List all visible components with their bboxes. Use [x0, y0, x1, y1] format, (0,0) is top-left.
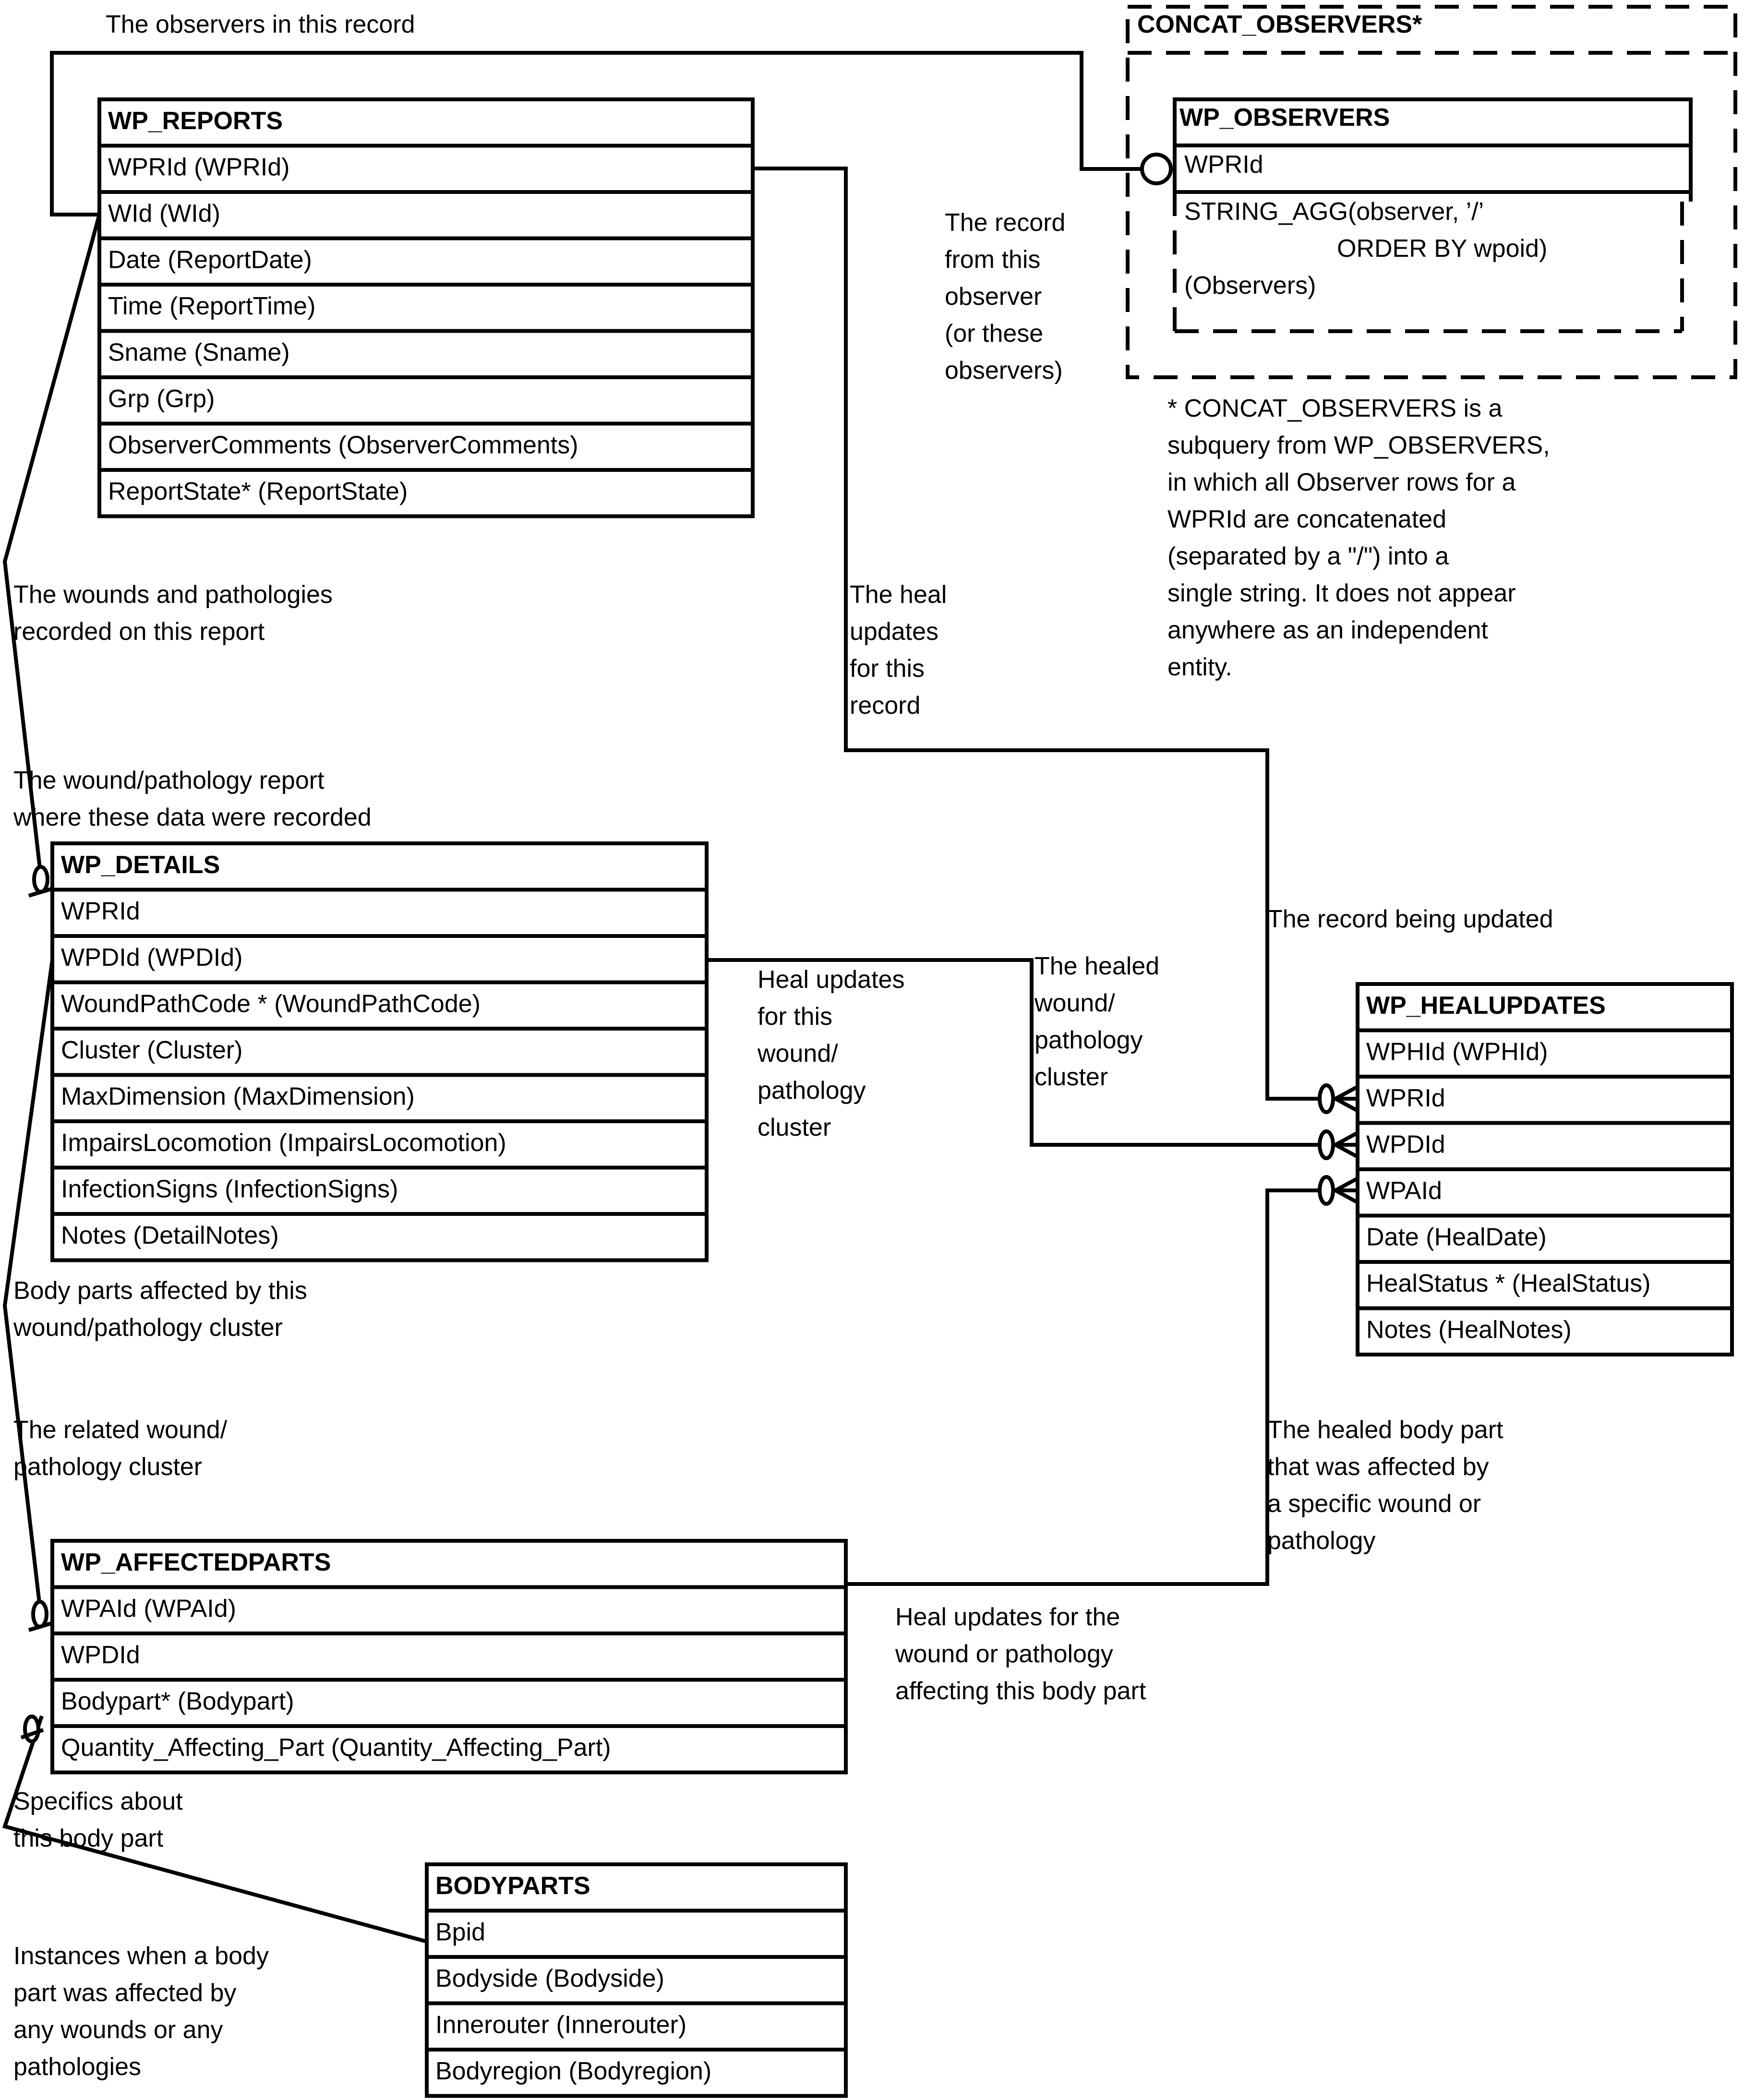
- label-heal-updates-body-part: Heal updates for the wound or pathology affecting this body part: [895, 1603, 1146, 1705]
- label-healed-cluster: The healed wound/ pathology cluster: [1034, 952, 1160, 1091]
- wp-observers-expr-line-2: ORDER BY wpoid): [1337, 235, 1548, 263]
- label-related-cluster: The related wound/ pathology cluster: [13, 1416, 228, 1481]
- wp-observers-attr-wprid: WPRId: [1184, 151, 1263, 179]
- label-heal-updates-cluster: Heal updates for this wound/ pathology cluster: [758, 966, 905, 1141]
- wp-reports-attribute: Sname (Sname): [108, 338, 290, 367]
- wp-reports-attribute: Time (ReportTime): [108, 292, 316, 320]
- entity-bodyparts: [427, 1864, 846, 2096]
- wp-details-attribute: InfectionSigns (InfectionSigns): [61, 1175, 398, 1203]
- wp-details-title: WP_DETAILS: [61, 851, 220, 879]
- wp-reports-title: WP_REPORTS: [108, 107, 283, 135]
- label-record-being-updated: The record being updated: [1267, 905, 1553, 933]
- wp-reports-attribute: WPRId (WPRId): [108, 153, 290, 181]
- label-body-parts-affected: Body parts affected by this wound/pathology cluster: [13, 1277, 307, 1342]
- bodyparts-attribute: Bodyregion (Bodyregion): [435, 2057, 712, 2085]
- concat-observers-note-text: * CONCAT_OBSERVERS is a subquery from WP_OBSERVERS, in which all Observer rows for a WPRId are concatenated (separated by a "/") into a single string. It does not appear anywhere as an independent entity.: [1167, 395, 1550, 681]
- label-wp-report-where: The wound/pathology report where these data were recorded: [13, 767, 372, 831]
- entity-wp-reports: [99, 99, 753, 516]
- wp-observers-expr-line-3: (Observers): [1184, 272, 1316, 300]
- bodyparts-attribute: Bpid: [435, 1918, 486, 1946]
- wp-details-attribute: WPRId: [61, 897, 140, 925]
- wp-observers-title: WP_OBSERVERS: [1179, 104, 1390, 132]
- wp-affectedparts-title: WP_AFFECTEDPARTS: [61, 1548, 331, 1576]
- wp-details-attribute: Notes (DetailNotes): [61, 1222, 279, 1249]
- wp-reports-attribute: Date (ReportDate): [108, 246, 312, 274]
- wp-healupdates-attribute: HealStatus * (HealStatus): [1366, 1270, 1651, 1297]
- rel-reports-observers-zero-one-symbol: [1142, 155, 1171, 183]
- wp-affectedparts-attribute: WPDId: [61, 1641, 140, 1669]
- wp-healupdates-attribute: Notes (HealNotes): [1366, 1316, 1572, 1344]
- entity-wp-healupdates: [1358, 984, 1732, 1355]
- wp-affectedparts-attribute: WPAId (WPAId): [61, 1595, 236, 1623]
- wp-observers-expr-line-1: STRING_AGG(observer, ’/’: [1184, 198, 1484, 226]
- wp-reports-attribute: WId (WId): [108, 200, 220, 228]
- concat-observers-note: [1167, 395, 1550, 681]
- label-record-from-observer: The record from this observer (or these observers): [945, 209, 1066, 384]
- bodyparts-attribute: Innerouter (Innerouter): [435, 2011, 687, 2039]
- entity-wp-details: [52, 843, 707, 1260]
- wp-details-attribute: MaxDimension (MaxDimension): [61, 1082, 415, 1111]
- label-healed-body-part: The healed body part that was affected by a specific wound or pathology: [1267, 1416, 1503, 1555]
- wp-details-attribute: ImpairsLocomotion (ImpairsLocomotion): [61, 1129, 506, 1157]
- entity-wp-observers: [1175, 99, 1691, 331]
- bodyparts-attribute: Bodyside (Bodyside): [435, 1965, 664, 1992]
- wp-affectedparts-attribute: Quantity_Affecting_Part (Quantity_Affecting_Part): [61, 1734, 611, 1762]
- concat-observers-title: CONCAT_OBSERVERS*: [1137, 11, 1422, 38]
- label-specifics-body-part: Specifics about this body part: [13, 1788, 183, 1852]
- entity-wp-affectedparts: [52, 1541, 846, 1773]
- wp-details-attribute: WPDId (WPDId): [61, 944, 243, 972]
- wp-healupdates-attribute: WPAId: [1366, 1177, 1442, 1205]
- wp-details-attribute: Cluster (Cluster): [61, 1036, 243, 1064]
- wp-healupdates-attribute: WPHId (WPHId): [1366, 1038, 1548, 1066]
- rel-details-affectedparts-crowsfoot: [29, 1602, 51, 1630]
- wp-reports-attribute: ReportState* (ReportState): [108, 478, 408, 505]
- rel-affectedparts-healupdates-line: [846, 1190, 1358, 1584]
- wp-reports-attribute: ObserverComments (ObserverComments): [108, 431, 578, 459]
- wp-affectedparts-attribute: Bodypart* (Bodypart): [61, 1687, 294, 1716]
- label-observers-in-record: The observers in this record: [106, 11, 415, 38]
- rel-reports-details-crowsfoot: [29, 867, 51, 896]
- wp-healupdates-attribute: WPDId: [1366, 1130, 1445, 1159]
- label-heal-updates-record: The heal updates for this record: [850, 581, 947, 720]
- wp-healupdates-title: WP_HEALUPDATES: [1366, 992, 1606, 1020]
- label-instances-body-part: Instances when a body part was affected by any wounds or any pathologies: [13, 1942, 269, 2081]
- bodyparts-title: BODYPARTS: [435, 1872, 590, 1900]
- wp-details-attribute: WoundPathCode * (WoundPathCode): [61, 990, 481, 1018]
- label-wounds-recorded: The wounds and pathologies recorded on this report: [13, 581, 333, 646]
- wp-reports-attribute: Grp (Grp): [108, 385, 215, 413]
- wp-healupdates-attribute: WPRId: [1366, 1084, 1445, 1112]
- wp-healupdates-attribute: Date (HealDate): [1366, 1223, 1547, 1251]
